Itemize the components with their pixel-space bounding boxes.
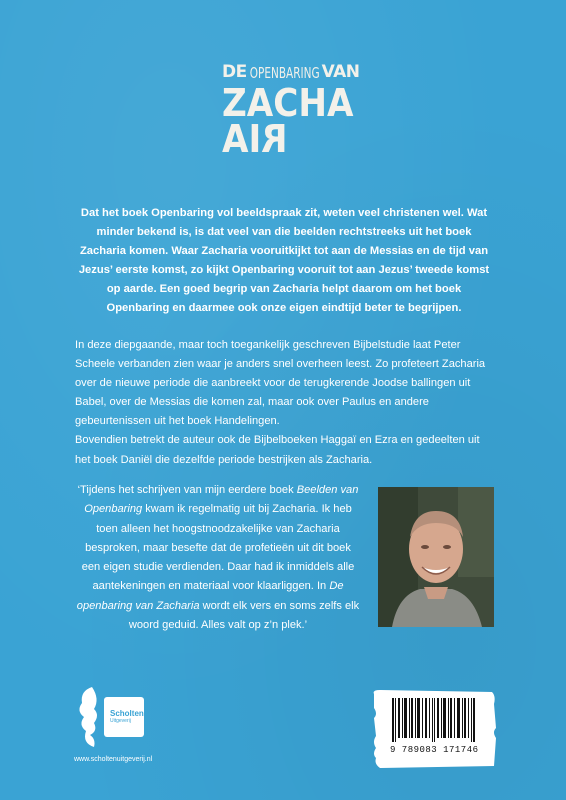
title-openbaring: OPENBARING (249, 65, 320, 83)
body-text (75, 336, 493, 470)
publisher-url[interactable]: www.scholtenuitgeverij.nl (74, 756, 153, 763)
barcode-icon (370, 688, 498, 770)
author-photo (378, 487, 494, 627)
title-de: DE (222, 62, 247, 82)
body-paragraph-1: In deze diepgaande, maar toch toegankelijk geschreven Bijbelstudie laat Peter Scheele verbanden zien waar je anders snel overheen leest. Zo profeteert Zacharia over de nieuwe periode die aanbreekt voor de terugkerende Joodse ballingen uit Babel, over de Messias die komen zal, maar ook over Paulus en andere gebeurtenissen uit het boek Handelingen. (75, 339, 486, 428)
author-quote (75, 481, 361, 635)
title-zacha: ZACHA (222, 81, 354, 125)
intro-text: Dat het boek Openbaring vol beeldspraak zit, weten veel christenen wel. Wat minder bekend is, is dat veel van die beelden rechtstreeks uit het boek Zacharia komen. Waar Zacharia vooruitkijkt tot aan de Messias en de tijd van Jezus’ eerste komst, zo kijkt Openbaring vooruit tot aan Jezus’ tweede komst op aarde. Een goed begrip van Zacharia helpt daarom om het boek Openbaring en daarmee ook onze eigen eindtijd beter te begrijpen. (78, 207, 490, 315)
quote-book-1: Beelden van Openbaring (84, 484, 359, 516)
quote-part-2: kwam ik regelmatig uit bij Zacharia. Ik heb toen alleen het hoogstnoodzakelijke van Zacharia besproken, maar besefte dat de profetieën uit dit boek een eigen studie verdienden. Daar had ik inmiddels alle aantekeningen en materiaal voor klaarliggen. In (81, 503, 355, 593)
title-ria (222, 117, 335, 161)
isbn-number: 9 789083 171746 (390, 745, 479, 755)
quote-part-1: ‘Tijdens het schrijven van mijn eerdere boek (77, 484, 297, 496)
title-ria-mirrored: RIA (222, 117, 288, 161)
book-title (222, 62, 360, 161)
barcode (370, 688, 498, 770)
publisher-name: Scholten (110, 709, 144, 718)
body-paragraph-2: Bovendien betrekt de auteur ook de Bijbelboeken Haggaï en Ezra en gedeelten uit het boek Daniël die dezelfde periode bestrijken als Zacharia. (75, 434, 480, 466)
publisher-sub: Uitgeverij (110, 718, 131, 724)
title-van: VAN (321, 62, 360, 82)
quote-part-3: wordt elk vers en soms zelfs elk woord geduid. Alles valt op z’n plek.’ (128, 599, 360, 632)
quote-book-2: De openbaring van Zacharia (76, 580, 344, 612)
